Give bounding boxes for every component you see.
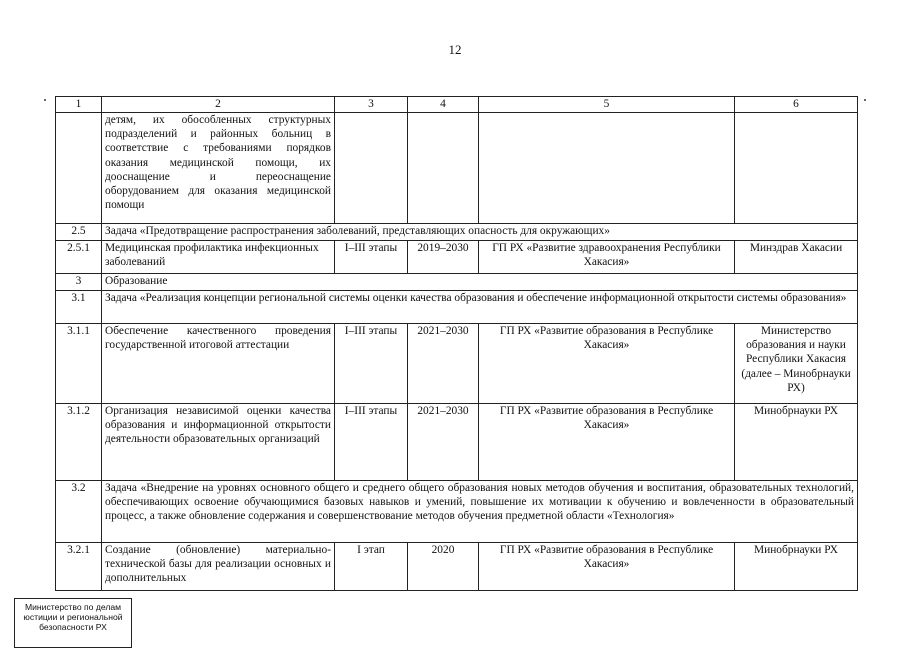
table-row xyxy=(56,404,858,481)
scan-speck xyxy=(864,99,866,101)
header-cell: 3 xyxy=(335,97,408,113)
table-row xyxy=(56,274,858,291)
row-number: 3.2 xyxy=(56,481,102,543)
program-cell: ГП РХ «Развитие образования в Республике Хакасия» xyxy=(479,404,735,481)
measure-description: Организация независимой оценки качества образования и информационной открытости деятельности образовательных организаций xyxy=(102,404,335,481)
table-row xyxy=(56,543,858,591)
page-number: 12 xyxy=(448,42,462,57)
measure-description: детям, их обособленных структурных подразделений и районных больниц в соответствие с требованиями порядков оказания медицинской помощи, их дооснащение и переоснащение оборудованием для оказания медицинской помощи xyxy=(102,113,335,224)
measure-description: Создание (обновление) материально-технической базы для реализации основных и дополнительных xyxy=(102,543,335,591)
measure-description: Обеспечение качественного проведения государственной итоговой аттестации xyxy=(102,324,335,404)
table-row xyxy=(56,481,858,543)
stamp-line: безопасности РХ xyxy=(39,622,107,632)
plan-table xyxy=(55,96,858,591)
table-row xyxy=(56,324,858,404)
program-cell xyxy=(479,113,735,224)
period-cell xyxy=(408,113,479,224)
stamp-line: Министерство по делам xyxy=(24,602,122,612)
executor-cell: Министерство образования и науки Республики Хакасия (далее – Минобрнауки РХ) xyxy=(735,324,858,404)
header-cell: 2 xyxy=(102,97,335,113)
task-heading: Задача «Предотвращение распространения заболеваний, представляющих опасность для окружающих» xyxy=(102,224,858,241)
table-row xyxy=(56,113,858,224)
row-number: 3.1.2 xyxy=(56,404,102,481)
stages-cell: I–III этапы xyxy=(335,324,408,404)
executor-cell: Минобрнауки РХ xyxy=(735,543,858,591)
table-row xyxy=(56,224,858,241)
stages-cell: I этап xyxy=(335,543,408,591)
header-row xyxy=(56,97,858,113)
header-cell: 4 xyxy=(408,97,479,113)
task-heading: Задача «Реализация концепции региональной системы оценки качества образования и обеспечение информационной открытости системы образования» xyxy=(102,291,858,324)
task-heading: Задача «Внедрение на уровнях основного общего и среднего общего образования новых методов обучения и воспитания, образовательных технологий, обеспечивающих освоение обучающимися базовых навыков и умений, повышение их мотивации к обучению и вовлеченности в образовательный процесс, а также обновление содержания и совершенствование методов обучения предметной области «Технология» xyxy=(102,481,858,543)
header-cell: 5 xyxy=(479,97,735,113)
row-number: 3.1 xyxy=(56,291,102,324)
ministry-stamp xyxy=(14,598,132,648)
measure-description: Медицинская профилактика инфекционных заболеваний xyxy=(102,241,335,274)
row-number xyxy=(56,113,102,224)
program-cell: ГП РХ «Развитие образования в Республике Хакасия» xyxy=(479,324,735,404)
header-cell: 1 xyxy=(56,97,102,113)
period-cell: 2020 xyxy=(408,543,479,591)
period-cell: 2021–2030 xyxy=(408,324,479,404)
row-number: 2.5 xyxy=(56,224,102,241)
stages-cell: I–III этапы xyxy=(335,404,408,481)
period-cell: 2021–2030 xyxy=(408,404,479,481)
row-number: 2.5.1 xyxy=(56,241,102,274)
row-number: 3.1.1 xyxy=(56,324,102,404)
stamp-line: юстиции и региональной xyxy=(23,612,123,622)
table-row xyxy=(56,291,858,324)
executor-cell xyxy=(735,113,858,224)
header-cell: 6 xyxy=(735,97,858,113)
stages-cell: I–III этапы xyxy=(335,241,408,274)
executor-cell: Минздрав Хакасии xyxy=(735,241,858,274)
row-number: 3.2.1 xyxy=(56,543,102,591)
table-row xyxy=(56,241,858,274)
period-cell: 2019–2030 xyxy=(408,241,479,274)
section-heading: Образование xyxy=(102,274,858,291)
executor-cell: Минобрнауки РХ xyxy=(735,404,858,481)
stages-cell xyxy=(335,113,408,224)
row-number: 3 xyxy=(56,274,102,291)
scan-speck xyxy=(44,99,46,101)
program-cell: ГП РХ «Развитие образования в Республике Хакасия» xyxy=(479,543,735,591)
program-cell: ГП РХ «Развитие здравоохранения Республики Хакасия» xyxy=(479,241,735,274)
